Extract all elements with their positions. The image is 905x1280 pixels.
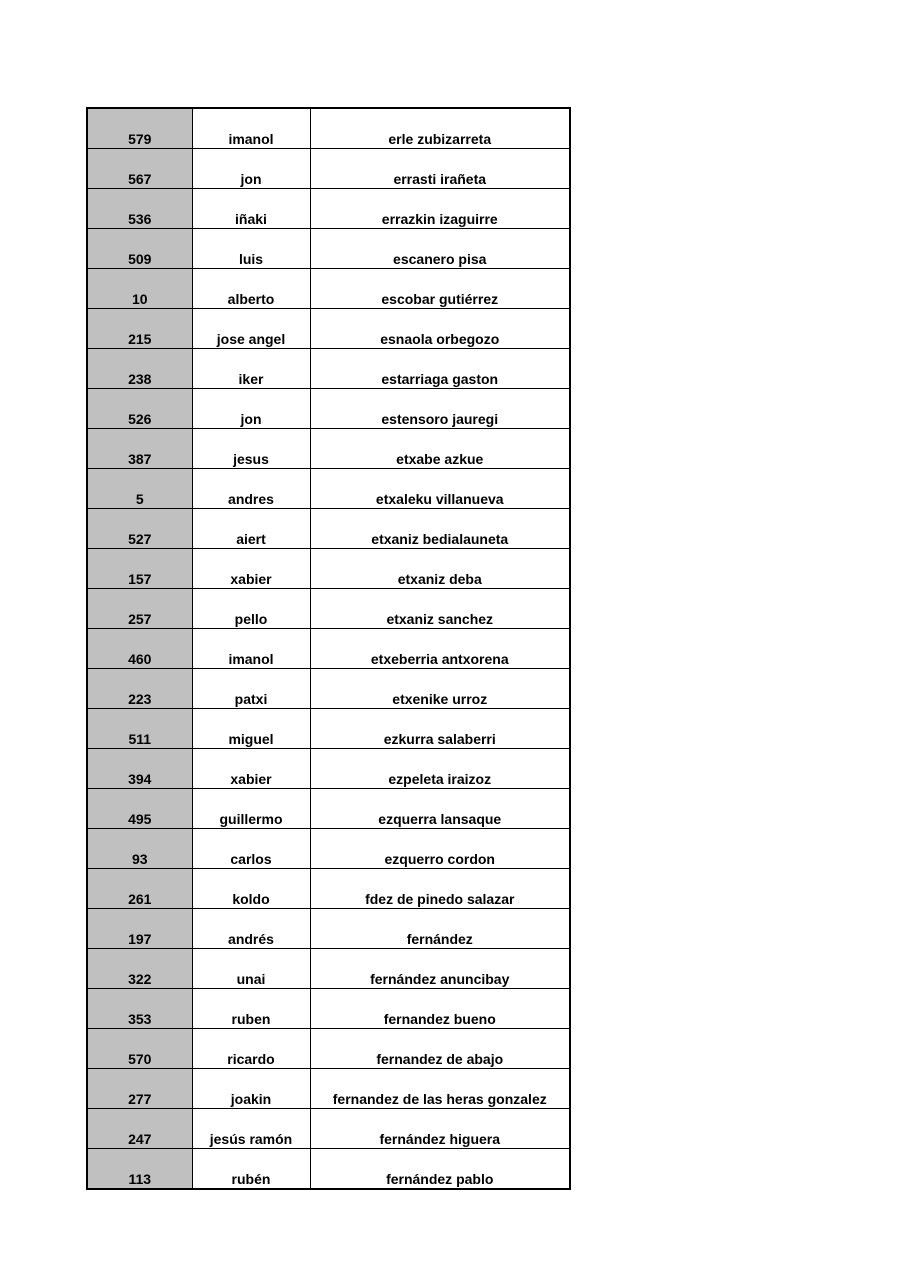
surname-cell: erle zubizarreta — [310, 108, 570, 149]
table-row — [87, 669, 570, 709]
surname-cell: esnaola orbegozo — [310, 309, 570, 349]
first-name-cell: ricardo — [192, 1029, 310, 1069]
table-row — [87, 789, 570, 829]
number-cell: 238 — [87, 349, 192, 389]
surname-cell: fernandez de abajo — [310, 1029, 570, 1069]
first-name-cell: guillermo — [192, 789, 310, 829]
first-name-cell: jesús ramón — [192, 1109, 310, 1149]
number-cell: 394 — [87, 749, 192, 789]
table-row — [87, 349, 570, 389]
first-name-cell: jesus — [192, 429, 310, 469]
surname-cell: fdez de pinedo salazar — [310, 869, 570, 909]
surname-cell: fernandez de las heras gonzalez — [310, 1069, 570, 1109]
table-row — [87, 269, 570, 309]
first-name-cell: unai — [192, 949, 310, 989]
surname-cell: etxenike urroz — [310, 669, 570, 709]
table-row — [87, 709, 570, 749]
table-row — [87, 509, 570, 549]
first-name-cell: jon — [192, 389, 310, 429]
first-name-cell: koldo — [192, 869, 310, 909]
first-name-cell: jon — [192, 149, 310, 189]
surname-cell: ezquerra lansaque — [310, 789, 570, 829]
table-row — [87, 389, 570, 429]
surname-cell: etxaniz deba — [310, 549, 570, 589]
number-cell: 257 — [87, 589, 192, 629]
table-row — [87, 309, 570, 349]
surname-cell: fernandez bueno — [310, 989, 570, 1029]
table-body — [87, 108, 570, 1189]
table-row — [87, 589, 570, 629]
first-name-cell: patxi — [192, 669, 310, 709]
table-row — [87, 429, 570, 469]
table-row — [87, 149, 570, 189]
number-cell: 157 — [87, 549, 192, 589]
table-row — [87, 829, 570, 869]
number-cell: 277 — [87, 1069, 192, 1109]
number-cell: 247 — [87, 1109, 192, 1149]
table-row — [87, 1029, 570, 1069]
table-row — [87, 869, 570, 909]
surname-cell: etxeberria antxorena — [310, 629, 570, 669]
table-row — [87, 1069, 570, 1109]
number-cell: 261 — [87, 869, 192, 909]
table-row — [87, 229, 570, 269]
first-name-cell: iker — [192, 349, 310, 389]
first-name-cell: imanol — [192, 108, 310, 149]
table-row — [87, 909, 570, 949]
surname-cell: estarriaga gaston — [310, 349, 570, 389]
table-row — [87, 949, 570, 989]
surname-cell: estensoro jauregi — [310, 389, 570, 429]
first-name-cell: imanol — [192, 629, 310, 669]
first-name-cell: andrés — [192, 909, 310, 949]
number-cell: 113 — [87, 1149, 192, 1190]
table-row — [87, 749, 570, 789]
number-cell: 215 — [87, 309, 192, 349]
number-cell: 495 — [87, 789, 192, 829]
surname-cell: etxabe azkue — [310, 429, 570, 469]
surname-cell: fernández pablo — [310, 1149, 570, 1190]
first-name-cell: xabier — [192, 749, 310, 789]
surname-cell: ezpeleta iraizoz — [310, 749, 570, 789]
number-cell: 5 — [87, 469, 192, 509]
first-name-cell: alberto — [192, 269, 310, 309]
number-cell: 536 — [87, 189, 192, 229]
number-cell: 527 — [87, 509, 192, 549]
first-name-cell: joakin — [192, 1069, 310, 1109]
first-name-cell: luis — [192, 229, 310, 269]
number-cell: 579 — [87, 108, 192, 149]
table-row — [87, 108, 570, 149]
number-cell: 322 — [87, 949, 192, 989]
surname-cell: fernández — [310, 909, 570, 949]
number-cell: 526 — [87, 389, 192, 429]
participants-table — [86, 107, 571, 1190]
number-cell: 570 — [87, 1029, 192, 1069]
surname-cell: ezkurra salaberri — [310, 709, 570, 749]
number-cell: 197 — [87, 909, 192, 949]
surname-cell: fernández anuncibay — [310, 949, 570, 989]
surname-cell: errazkin izaguirre — [310, 189, 570, 229]
number-cell: 353 — [87, 989, 192, 1029]
number-cell: 460 — [87, 629, 192, 669]
table-row — [87, 549, 570, 589]
surname-cell: etxaleku villanueva — [310, 469, 570, 509]
surname-cell: etxaniz sanchez — [310, 589, 570, 629]
table-row — [87, 189, 570, 229]
first-name-cell: jose angel — [192, 309, 310, 349]
surname-cell: escanero pisa — [310, 229, 570, 269]
number-cell: 511 — [87, 709, 192, 749]
first-name-cell: rubén — [192, 1149, 310, 1190]
number-cell: 567 — [87, 149, 192, 189]
number-cell: 10 — [87, 269, 192, 309]
first-name-cell: pello — [192, 589, 310, 629]
surname-cell: ezquerro cordon — [310, 829, 570, 869]
surname-cell: escobar gutiérrez — [310, 269, 570, 309]
number-cell: 93 — [87, 829, 192, 869]
first-name-cell: andres — [192, 469, 310, 509]
first-name-cell: miguel — [192, 709, 310, 749]
table-row — [87, 1149, 570, 1190]
table-row — [87, 1109, 570, 1149]
surname-cell: errasti irañeta — [310, 149, 570, 189]
table-row — [87, 989, 570, 1029]
table-row — [87, 629, 570, 669]
first-name-cell: xabier — [192, 549, 310, 589]
surname-cell: fernández higuera — [310, 1109, 570, 1149]
table-row — [87, 469, 570, 509]
first-name-cell: carlos — [192, 829, 310, 869]
surname-cell: etxaniz bedialauneta — [310, 509, 570, 549]
number-cell: 387 — [87, 429, 192, 469]
first-name-cell: ruben — [192, 989, 310, 1029]
number-cell: 223 — [87, 669, 192, 709]
number-cell: 509 — [87, 229, 192, 269]
first-name-cell: aiert — [192, 509, 310, 549]
first-name-cell: iñaki — [192, 189, 310, 229]
